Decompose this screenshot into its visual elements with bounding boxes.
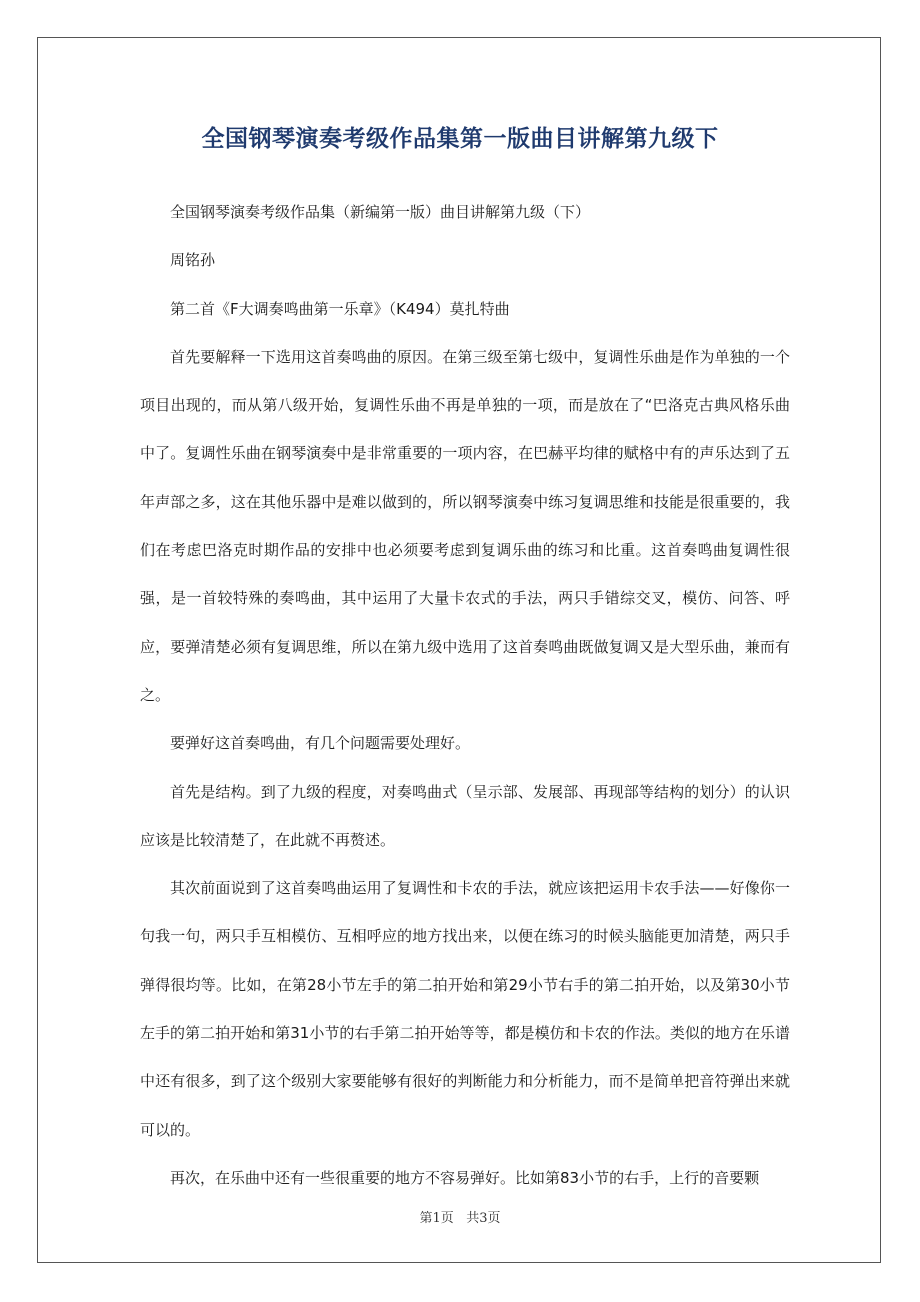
author-paragraph: 周铭孙 (170, 251, 216, 270)
page-total: 共3页 (466, 1211, 501, 1226)
body-paragraph: 首先是结构。到了九级的程度，对奏鸣曲式（呈示部、发展部、再现部等结构的划分）的认识应该是比较清楚了，在此就不再赘述。 (140, 782, 790, 849)
document-body (140, 188, 790, 1202)
page-footer (0, 1207, 920, 1226)
body-paragraph: 其次前面说到了这首奏鸣曲运用了复调性和卡农的手法，就应该把运用卡农手法——好像你一句我一句，两只手互相模仿、互相呼应的地方找出来，以便在练习的时候头脑能更加清楚，两只手弹得很均等。比如，在第28小节左手的第二拍开始和第29小节右手的第二拍开始，以及第30小节左手的第二拍开始和第31小节的右手第二拍开始等等，都是模仿和卡农的作法。类似的地方在乐谱中还有很多，到了这个级别大家要能够有很好的判断能力和分析能力，而不是简单把音符弹出来就可以的。 (140, 879, 790, 1139)
subtitle-paragraph: 全国钢琴演奏考级作品集（新编第一版）曲目讲解第九级（下） (170, 203, 591, 221)
body-paragraph: 再次，在乐曲中还有一些很重要的地方不容易弹好。比如第83小节的右手，上行的音要颗 (170, 1168, 760, 1187)
piece-heading-paragraph: 第二首《F大调奏鸣曲第一乐章》（K494）莫扎特曲 (170, 299, 510, 318)
body-paragraph: 要弹好这首奏鸣曲，有几个问题需要处理好。 (170, 734, 471, 753)
page-number: 第1页 (419, 1211, 454, 1226)
document-title: 全国钢琴演奏考级作品集第一版曲目讲解第九级下 (201, 126, 719, 152)
body-paragraph: 首先要解释一下选用这首奏鸣曲的原因。在第三级至第七级中，复调性乐曲是作为单独的一个项目出现的，而从第八级开始，复调性乐曲不再是单独的一项，而是放在了“巴洛克古典风格乐曲中了。复调性乐曲在钢琴演奏中是非常重要的一项内容，在巴赫平均律的赋格中有的声乐达到了五年声部之多，这在其他乐器中是难以做到的，所以钢琴演奏中练习复调思维和技能是很重要的，我们在考虑巴洛克时期作品的安排中也必须要考虑到复调乐曲的练习和比重。这首奏鸣曲复调性很强，是一首较特殊的奏鸣曲，其中运用了大量卡农式的手法，两只手错综交叉，模仿、问答、呼应，要弹清楚必须有复调思维，所以在第九级中选用了这首奏鸣曲既做复调又是大型乐曲，兼而有之。 (140, 347, 790, 704)
